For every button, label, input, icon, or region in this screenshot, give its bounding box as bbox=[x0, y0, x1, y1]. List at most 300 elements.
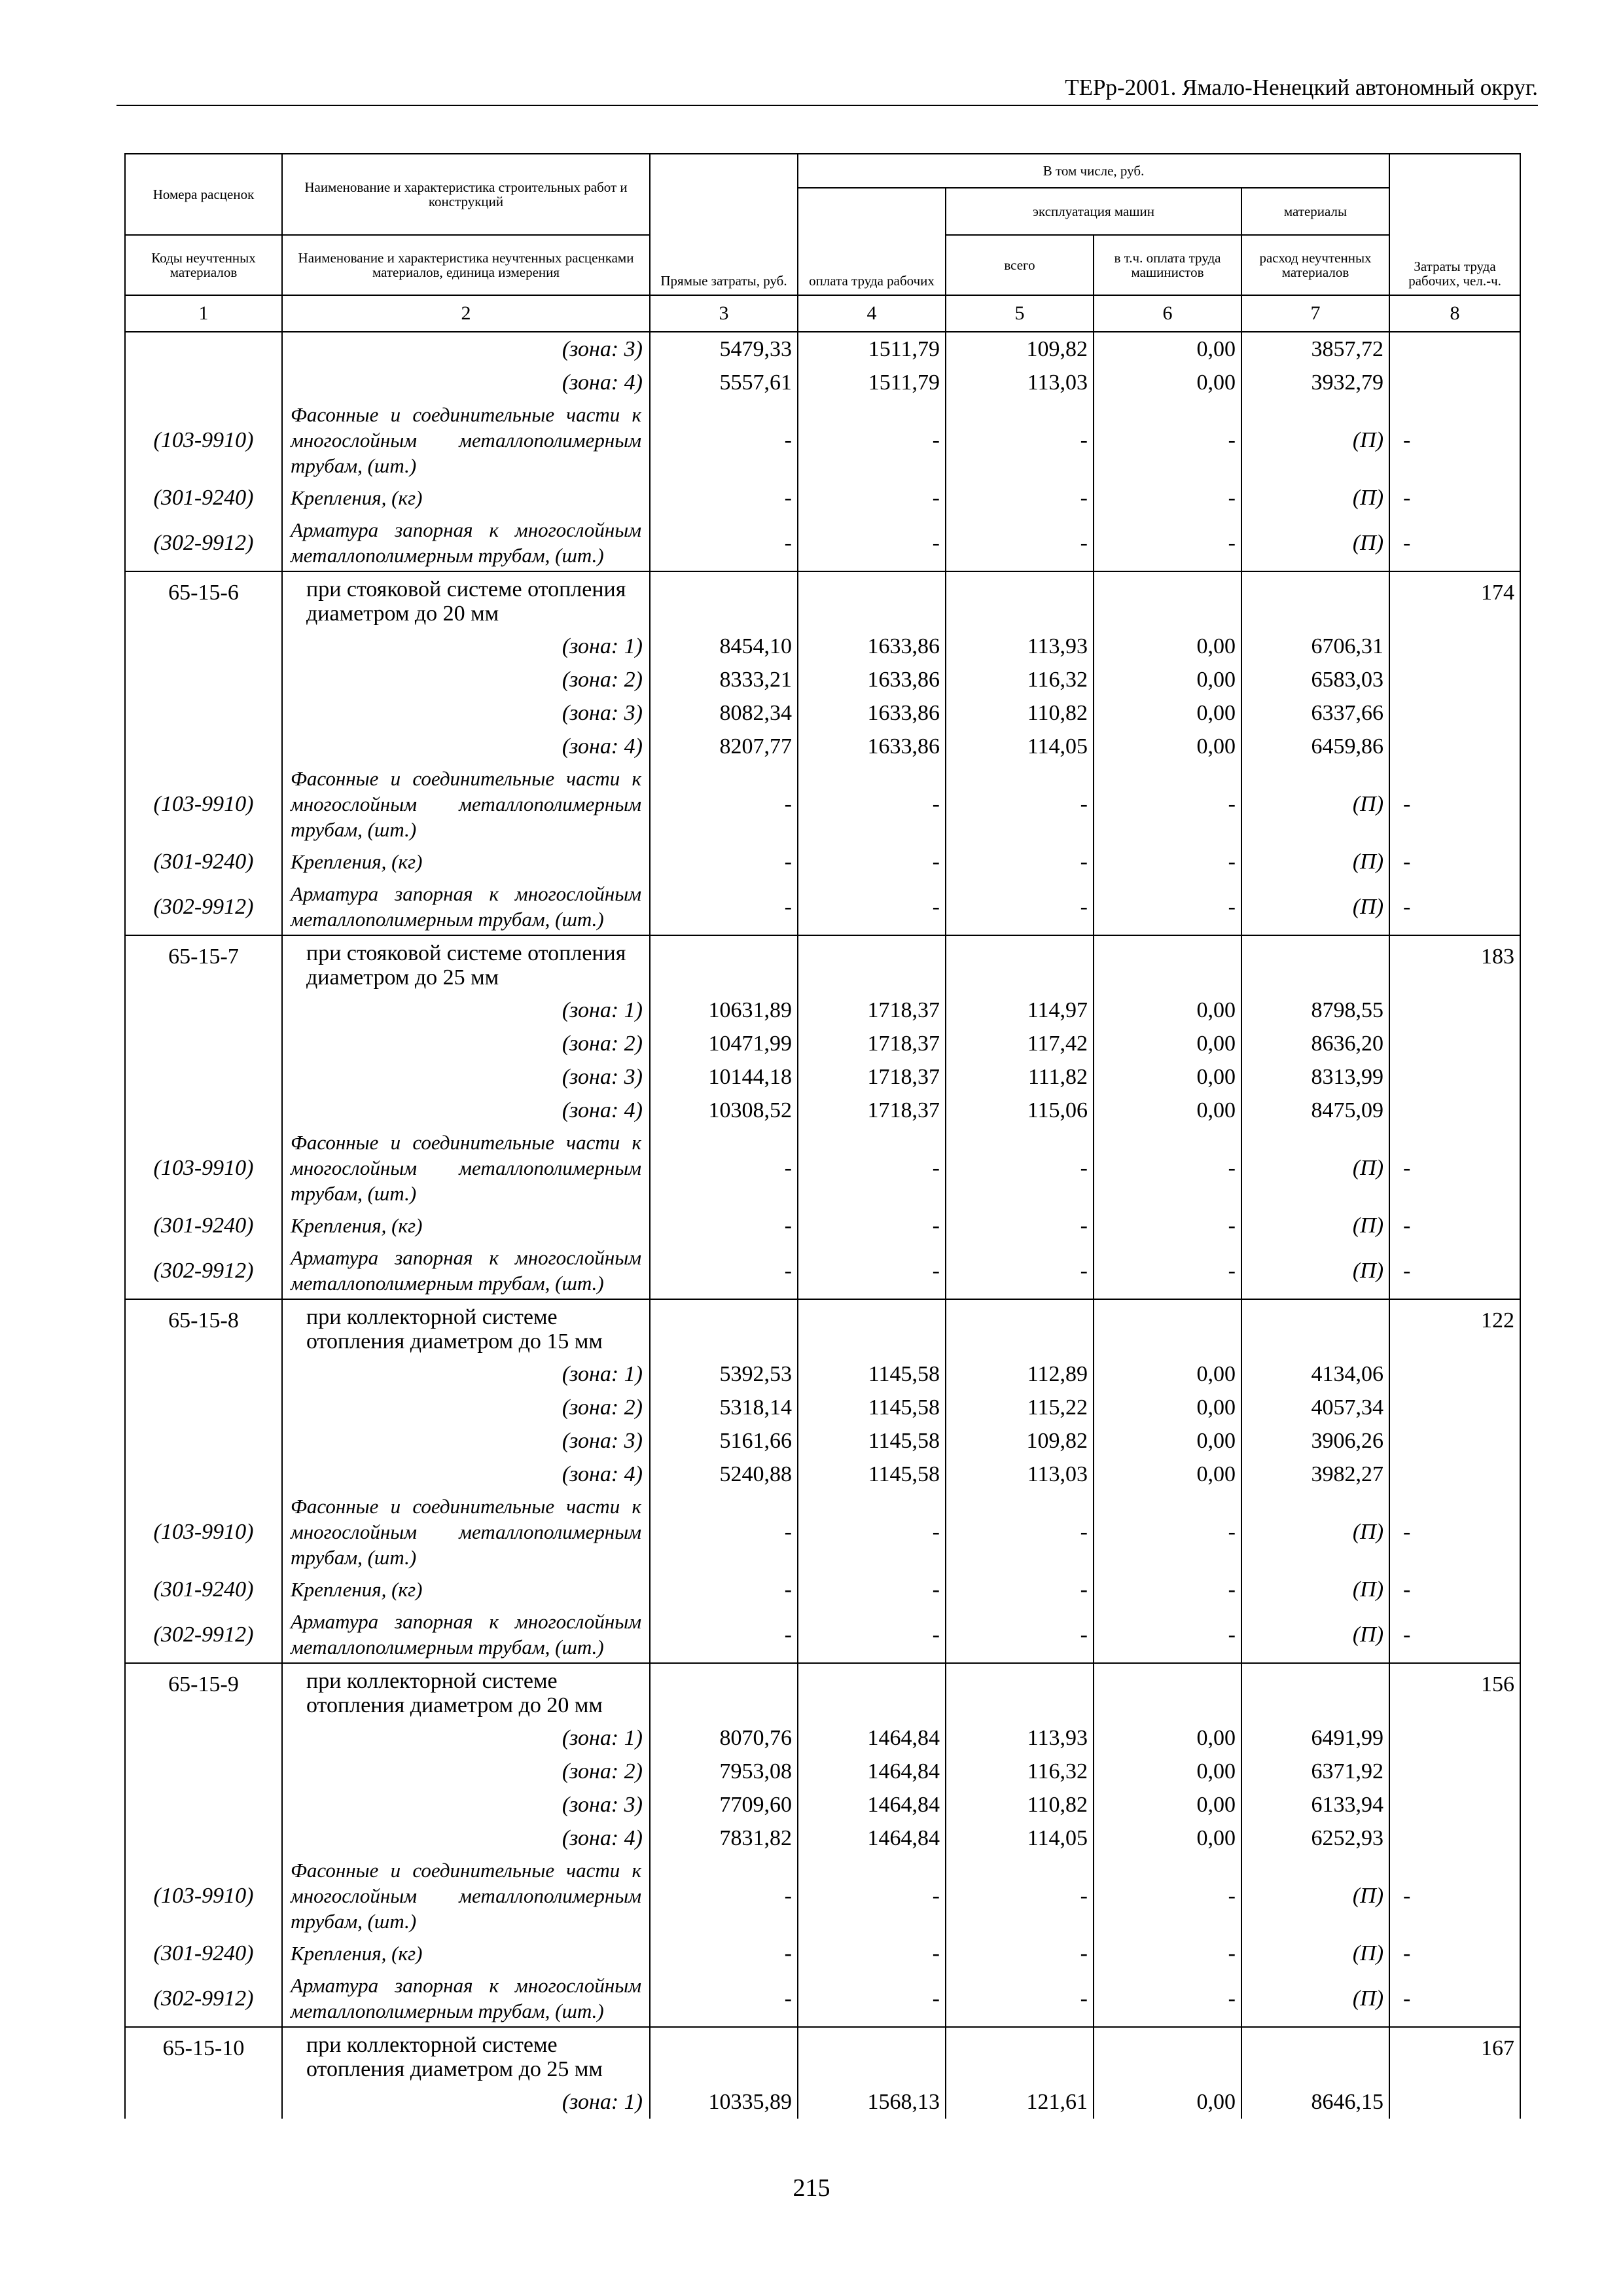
dash-mark: - bbox=[946, 399, 1094, 481]
materials-value: 8475,09 bbox=[1241, 1094, 1389, 1127]
empty-cell bbox=[1389, 332, 1520, 366]
machines-value: 116,32 bbox=[946, 663, 1094, 696]
operator-wages-value: 0,00 bbox=[1094, 2085, 1241, 2119]
labor-value: 122 bbox=[1389, 1299, 1520, 1357]
machines-value: 116,32 bbox=[946, 1755, 1094, 1788]
dash-mark: - bbox=[650, 1937, 798, 1970]
empty-cell bbox=[125, 366, 282, 399]
dash-mark: - bbox=[1389, 481, 1520, 514]
dash-mark: - bbox=[1094, 1127, 1241, 1209]
material-code: (301-9240) bbox=[125, 481, 282, 514]
rate-code: 65-15-6 bbox=[125, 571, 282, 630]
materials-value: 3857,72 bbox=[1241, 332, 1389, 366]
machines-value: 114,97 bbox=[946, 994, 1094, 1027]
direct-costs-value: 10631,89 bbox=[650, 994, 798, 1027]
materials-value: 6491,99 bbox=[1241, 1721, 1389, 1755]
material-row bbox=[125, 878, 1520, 935]
wages-value: 1633,86 bbox=[798, 730, 946, 763]
machines-value: 110,82 bbox=[946, 1788, 1094, 1821]
empty-cell bbox=[1389, 1391, 1520, 1424]
empty-cell bbox=[125, 1391, 282, 1424]
unaccounted-mark: (П) bbox=[1241, 1970, 1389, 2027]
dash-mark: - bbox=[798, 1937, 946, 1970]
zone-label: (зона: 2) bbox=[282, 1027, 650, 1060]
zone-label: (зона: 4) bbox=[282, 1094, 650, 1127]
zone-label: (зона: 2) bbox=[282, 1391, 650, 1424]
empty-cell bbox=[125, 630, 282, 663]
empty-cell bbox=[946, 1663, 1094, 1721]
rate-code: 65-15-9 bbox=[125, 1663, 282, 1721]
dash-mark: - bbox=[798, 481, 946, 514]
dash-mark: - bbox=[650, 1242, 798, 1299]
empty-cell bbox=[125, 332, 282, 366]
empty-cell bbox=[946, 935, 1094, 994]
header-including: В том числе, руб. bbox=[798, 154, 1389, 188]
direct-costs-value: 10335,89 bbox=[650, 2085, 798, 2119]
material-name: Арматура запорная к многослойным металлополимерным трубам, (шт.) bbox=[282, 878, 650, 935]
dash-mark: - bbox=[1094, 845, 1241, 878]
empty-cell bbox=[1094, 571, 1241, 630]
zone-label: (зона: 3) bbox=[282, 1788, 650, 1821]
unaccounted-mark: (П) bbox=[1241, 399, 1389, 481]
material-name: Крепления, (кг) bbox=[282, 845, 650, 878]
empty-cell bbox=[1389, 1027, 1520, 1060]
empty-cell bbox=[125, 696, 282, 730]
dash-mark: - bbox=[1389, 1209, 1520, 1242]
materials-value: 8636,20 bbox=[1241, 1027, 1389, 1060]
dash-mark: - bbox=[798, 763, 946, 845]
dash-mark: - bbox=[1389, 514, 1520, 571]
operator-wages-value: 0,00 bbox=[1094, 332, 1241, 366]
dash-mark: - bbox=[650, 1855, 798, 1937]
material-row bbox=[125, 514, 1520, 571]
dash-mark: - bbox=[798, 1573, 946, 1606]
dash-mark: - bbox=[1389, 763, 1520, 845]
empty-cell bbox=[798, 1299, 946, 1357]
empty-cell bbox=[125, 1060, 282, 1094]
empty-cell bbox=[125, 1755, 282, 1788]
operator-wages-value: 0,00 bbox=[1094, 1391, 1241, 1424]
dash-mark: - bbox=[946, 1242, 1094, 1299]
direct-costs-value: 5479,33 bbox=[650, 332, 798, 366]
dash-mark: - bbox=[946, 514, 1094, 571]
direct-costs-value: 10471,99 bbox=[650, 1027, 798, 1060]
zone-row bbox=[125, 332, 1520, 366]
direct-costs-value: 5240,88 bbox=[650, 1458, 798, 1491]
header-col-number: 8 bbox=[1389, 295, 1520, 332]
empty-cell bbox=[1389, 1094, 1520, 1127]
dash-mark: - bbox=[946, 1209, 1094, 1242]
empty-cell bbox=[125, 1721, 282, 1755]
machines-value: 113,03 bbox=[946, 366, 1094, 399]
zone-row bbox=[125, 1391, 1520, 1424]
dash-mark: - bbox=[798, 1209, 946, 1242]
page-number: 215 bbox=[793, 2174, 830, 2202]
zone-label: (зона: 3) bbox=[282, 332, 650, 366]
wages-value: 1633,86 bbox=[798, 696, 946, 730]
dash-mark: - bbox=[650, 1573, 798, 1606]
empty-cell bbox=[946, 2027, 1094, 2085]
machines-value: 115,06 bbox=[946, 1094, 1094, 1127]
dash-mark: - bbox=[650, 514, 798, 571]
machines-value: 117,42 bbox=[946, 1027, 1094, 1060]
material-row bbox=[125, 1606, 1520, 1663]
wages-value: 1718,37 bbox=[798, 1060, 946, 1094]
material-code: (301-9240) bbox=[125, 1209, 282, 1242]
header-machines: эксплуатация машин bbox=[946, 188, 1241, 235]
empty-cell bbox=[650, 1299, 798, 1357]
operator-wages-value: 0,00 bbox=[1094, 1357, 1241, 1391]
empty-cell bbox=[125, 994, 282, 1027]
unaccounted-mark: (П) bbox=[1241, 1855, 1389, 1937]
dash-mark: - bbox=[1094, 1937, 1241, 1970]
rate-row bbox=[125, 935, 1520, 994]
rate-row bbox=[125, 2027, 1520, 2085]
operator-wages-value: 0,00 bbox=[1094, 1755, 1241, 1788]
header-labor: Затраты труда рабочих, чел.-ч. bbox=[1389, 154, 1520, 295]
rate-description: при коллекторной системе отопления диаметром до 15 мм bbox=[282, 1299, 650, 1357]
materials-value: 6337,66 bbox=[1241, 696, 1389, 730]
unaccounted-mark: (П) bbox=[1241, 514, 1389, 571]
dash-mark: - bbox=[798, 399, 946, 481]
zone-label: (зона: 1) bbox=[282, 994, 650, 1027]
dash-mark: - bbox=[1094, 1573, 1241, 1606]
rate-code: 65-15-10 bbox=[125, 2027, 282, 2085]
material-row bbox=[125, 1242, 1520, 1299]
direct-costs-value: 8070,76 bbox=[650, 1721, 798, 1755]
empty-cell bbox=[1094, 1663, 1241, 1721]
zone-label: (зона: 4) bbox=[282, 730, 650, 763]
dash-mark: - bbox=[1389, 1937, 1520, 1970]
operator-wages-value: 0,00 bbox=[1094, 1094, 1241, 1127]
dash-mark: - bbox=[946, 845, 1094, 878]
materials-value: 6133,94 bbox=[1241, 1788, 1389, 1821]
empty-cell bbox=[1389, 730, 1520, 763]
unaccounted-mark: (П) bbox=[1241, 878, 1389, 935]
material-row bbox=[125, 1127, 1520, 1209]
dash-mark: - bbox=[946, 1937, 1094, 1970]
material-name: Крепления, (кг) bbox=[282, 1209, 650, 1242]
wages-value: 1511,79 bbox=[798, 366, 946, 399]
dash-mark: - bbox=[798, 1491, 946, 1573]
dash-mark: - bbox=[798, 1242, 946, 1299]
machines-value: 113,93 bbox=[946, 630, 1094, 663]
header-col-number: 6 bbox=[1094, 295, 1241, 332]
rates-table-body bbox=[125, 332, 1520, 2119]
operator-wages-value: 0,00 bbox=[1094, 1788, 1241, 1821]
dash-mark: - bbox=[650, 399, 798, 481]
direct-costs-value: 5557,61 bbox=[650, 366, 798, 399]
wages-value: 1145,58 bbox=[798, 1357, 946, 1391]
zone-label: (зона: 2) bbox=[282, 663, 650, 696]
header-rate-numbers: Номера расценок bbox=[125, 154, 282, 235]
materials-value: 8646,15 bbox=[1241, 2085, 1389, 2119]
rate-row bbox=[125, 1663, 1520, 1721]
zone-row bbox=[125, 994, 1520, 1027]
material-name: Фасонные и соединительные части к многослойным металлополимерным трубам, (шт.) bbox=[282, 1491, 650, 1573]
operator-wages-value: 0,00 bbox=[1094, 1027, 1241, 1060]
materials-value: 4134,06 bbox=[1241, 1357, 1389, 1391]
machines-value: 111,82 bbox=[946, 1060, 1094, 1094]
material-code: (301-9240) bbox=[125, 1937, 282, 1970]
wages-value: 1464,84 bbox=[798, 1821, 946, 1855]
header-col-number: 1 bbox=[125, 295, 282, 332]
dash-mark: - bbox=[1094, 399, 1241, 481]
empty-cell bbox=[1389, 1060, 1520, 1094]
dash-mark: - bbox=[798, 514, 946, 571]
materials-value: 4057,34 bbox=[1241, 1391, 1389, 1424]
material-code: (103-9910) bbox=[125, 1855, 282, 1937]
rate-description: при стояковой системе отопления диаметром до 20 мм bbox=[282, 571, 650, 630]
dash-mark: - bbox=[1094, 1209, 1241, 1242]
zone-row bbox=[125, 1424, 1520, 1458]
header-col-number: 5 bbox=[946, 295, 1094, 332]
wages-value: 1145,58 bbox=[798, 1391, 946, 1424]
operator-wages-value: 0,00 bbox=[1094, 730, 1241, 763]
empty-cell bbox=[1389, 696, 1520, 730]
dash-mark: - bbox=[1389, 1970, 1520, 2027]
material-code: (302-9912) bbox=[125, 1970, 282, 2027]
header-divider bbox=[116, 105, 1538, 106]
direct-costs-value: 5392,53 bbox=[650, 1357, 798, 1391]
dash-mark: - bbox=[650, 1491, 798, 1573]
dash-mark: - bbox=[798, 845, 946, 878]
header-machines-total: всего bbox=[946, 235, 1094, 295]
zone-row bbox=[125, 630, 1520, 663]
empty-cell bbox=[798, 571, 946, 630]
material-row bbox=[125, 1491, 1520, 1573]
machines-value: 110,82 bbox=[946, 696, 1094, 730]
zone-label: (зона: 4) bbox=[282, 1458, 650, 1491]
empty-cell bbox=[125, 1458, 282, 1491]
empty-cell bbox=[1241, 2027, 1389, 2085]
machines-value: 113,03 bbox=[946, 1458, 1094, 1491]
zone-row bbox=[125, 1788, 1520, 1821]
direct-costs-value: 7831,82 bbox=[650, 1821, 798, 1855]
materials-value: 3982,27 bbox=[1241, 1458, 1389, 1491]
materials-value: 6252,93 bbox=[1241, 1821, 1389, 1855]
operator-wages-value: 0,00 bbox=[1094, 630, 1241, 663]
material-name: Крепления, (кг) bbox=[282, 1937, 650, 1970]
material-code: (302-9912) bbox=[125, 878, 282, 935]
empty-cell bbox=[1241, 1299, 1389, 1357]
material-name: Арматура запорная к многослойным металлополимерным трубам, (шт.) bbox=[282, 1606, 650, 1663]
direct-costs-value: 10308,52 bbox=[650, 1094, 798, 1127]
wages-value: 1464,84 bbox=[798, 1788, 946, 1821]
rate-description: при коллекторной системе отопления диаметром до 20 мм bbox=[282, 1663, 650, 1721]
dash-mark: - bbox=[650, 1127, 798, 1209]
direct-costs-value: 8454,10 bbox=[650, 630, 798, 663]
dash-mark: - bbox=[1389, 1573, 1520, 1606]
dash-mark: - bbox=[798, 1127, 946, 1209]
zone-row bbox=[125, 730, 1520, 763]
zone-label: (зона: 3) bbox=[282, 1060, 650, 1094]
dash-mark: - bbox=[946, 878, 1094, 935]
zone-row bbox=[125, 1357, 1520, 1391]
empty-cell bbox=[1241, 935, 1389, 994]
dash-mark: - bbox=[1094, 1855, 1241, 1937]
materials-value: 6583,03 bbox=[1241, 663, 1389, 696]
zone-row bbox=[125, 366, 1520, 399]
empty-cell bbox=[125, 1094, 282, 1127]
direct-costs-value: 7953,08 bbox=[650, 1755, 798, 1788]
materials-value: 6459,86 bbox=[1241, 730, 1389, 763]
material-row bbox=[125, 1937, 1520, 1970]
document-running-header: ТЕРр-2001. Ямало-Ненецкий автономный округ. bbox=[1065, 75, 1538, 100]
zone-row bbox=[125, 1755, 1520, 1788]
header-col-number: 3 bbox=[650, 295, 798, 332]
empty-cell bbox=[650, 571, 798, 630]
material-row bbox=[125, 481, 1520, 514]
machines-value: 112,89 bbox=[946, 1357, 1094, 1391]
empty-cell bbox=[1389, 1788, 1520, 1821]
dash-mark: - bbox=[1389, 845, 1520, 878]
operator-wages-value: 0,00 bbox=[1094, 1821, 1241, 1855]
zone-label: (зона: 3) bbox=[282, 1424, 650, 1458]
dash-mark: - bbox=[1094, 1242, 1241, 1299]
zone-label: (зона: 4) bbox=[282, 1821, 650, 1855]
machines-value: 109,82 bbox=[946, 1424, 1094, 1458]
empty-cell bbox=[125, 663, 282, 696]
unaccounted-mark: (П) bbox=[1241, 763, 1389, 845]
empty-cell bbox=[1389, 630, 1520, 663]
zone-label: (зона: 1) bbox=[282, 1357, 650, 1391]
rate-description: при коллекторной системе отопления диаметром до 25 мм bbox=[282, 2027, 650, 2085]
dash-mark: - bbox=[946, 1573, 1094, 1606]
dash-mark: - bbox=[946, 1606, 1094, 1663]
material-row bbox=[125, 845, 1520, 878]
dash-mark: - bbox=[650, 1209, 798, 1242]
wages-value: 1633,86 bbox=[798, 630, 946, 663]
machines-value: 114,05 bbox=[946, 730, 1094, 763]
machines-value: 114,05 bbox=[946, 1821, 1094, 1855]
dash-mark: - bbox=[1094, 763, 1241, 845]
dash-mark: - bbox=[798, 878, 946, 935]
empty-cell bbox=[798, 935, 946, 994]
empty-cell bbox=[1094, 1299, 1241, 1357]
empty-cell bbox=[1241, 571, 1389, 630]
material-code: (103-9910) bbox=[125, 1491, 282, 1573]
rate-code: 65-15-8 bbox=[125, 1299, 282, 1357]
dash-mark: - bbox=[946, 1491, 1094, 1573]
zone-label: (зона: 2) bbox=[282, 1755, 650, 1788]
zone-row bbox=[125, 1721, 1520, 1755]
unaccounted-mark: (П) bbox=[1241, 1242, 1389, 1299]
empty-cell bbox=[650, 2027, 798, 2085]
unaccounted-mark: (П) bbox=[1241, 481, 1389, 514]
header-material-name: Наименование и характеристика неучтенных расценками материалов, единица измерения bbox=[282, 235, 650, 295]
dash-mark: - bbox=[798, 1970, 946, 2027]
empty-cell bbox=[125, 1788, 282, 1821]
zone-row bbox=[125, 1458, 1520, 1491]
direct-costs-value: 10144,18 bbox=[650, 1060, 798, 1094]
zone-row bbox=[125, 2085, 1520, 2119]
material-code: (103-9910) bbox=[125, 1127, 282, 1209]
dash-mark: - bbox=[946, 1127, 1094, 1209]
dash-mark: - bbox=[650, 481, 798, 514]
dash-mark: - bbox=[946, 1970, 1094, 2027]
material-code: (302-9912) bbox=[125, 514, 282, 571]
material-name: Фасонные и соединительные части к многослойным металлополимерным трубам, (шт.) bbox=[282, 763, 650, 845]
zone-row bbox=[125, 1821, 1520, 1855]
header-work-name: Наименование и характеристика строительных работ и конструкций bbox=[282, 154, 650, 235]
zone-row bbox=[125, 1060, 1520, 1094]
dash-mark: - bbox=[1389, 1606, 1520, 1663]
empty-cell bbox=[1241, 1663, 1389, 1721]
header-col-number: 4 bbox=[798, 295, 946, 332]
material-row bbox=[125, 1573, 1520, 1606]
header-direct-costs: Прямые затраты, руб. bbox=[650, 154, 798, 295]
empty-cell bbox=[125, 2085, 282, 2119]
empty-cell bbox=[1389, 366, 1520, 399]
materials-value: 8313,99 bbox=[1241, 1060, 1389, 1094]
dash-mark: - bbox=[1094, 1606, 1241, 1663]
empty-cell bbox=[1389, 663, 1520, 696]
zone-row bbox=[125, 696, 1520, 730]
empty-cell bbox=[798, 1663, 946, 1721]
material-code: (301-9240) bbox=[125, 845, 282, 878]
empty-cell bbox=[1389, 1721, 1520, 1755]
material-code: (103-9910) bbox=[125, 399, 282, 481]
material-row bbox=[125, 399, 1520, 481]
material-row bbox=[125, 1855, 1520, 1937]
materials-value: 3906,26 bbox=[1241, 1424, 1389, 1458]
dash-mark: - bbox=[798, 1606, 946, 1663]
wages-value: 1511,79 bbox=[798, 332, 946, 366]
materials-value: 3932,79 bbox=[1241, 366, 1389, 399]
zone-label: (зона: 1) bbox=[282, 1721, 650, 1755]
unaccounted-mark: (П) bbox=[1241, 1606, 1389, 1663]
wages-value: 1145,58 bbox=[798, 1424, 946, 1458]
zone-label: (зона: 3) bbox=[282, 696, 650, 730]
unaccounted-mark: (П) bbox=[1241, 1127, 1389, 1209]
rate-row bbox=[125, 571, 1520, 630]
rates-table bbox=[124, 153, 1521, 2119]
dash-mark: - bbox=[946, 763, 1094, 845]
material-code: (103-9910) bbox=[125, 763, 282, 845]
machines-value: 121,61 bbox=[946, 2085, 1094, 2119]
zone-label: (зона: 1) bbox=[282, 630, 650, 663]
materials-value: 6706,31 bbox=[1241, 630, 1389, 663]
rate-row bbox=[125, 1299, 1520, 1357]
operator-wages-value: 0,00 bbox=[1094, 1060, 1241, 1094]
dash-mark: - bbox=[650, 1606, 798, 1663]
direct-costs-value: 7709,60 bbox=[650, 1788, 798, 1821]
material-code: (302-9912) bbox=[125, 1242, 282, 1299]
empty-cell bbox=[650, 935, 798, 994]
material-name: Арматура запорная к многослойным металлополимерным трубам, (шт.) bbox=[282, 1242, 650, 1299]
direct-costs-value: 8082,34 bbox=[650, 696, 798, 730]
dash-mark: - bbox=[1389, 1127, 1520, 1209]
material-name: Фасонные и соединительные части к многослойным металлополимерным трубам, (шт.) bbox=[282, 399, 650, 481]
material-name: Крепления, (кг) bbox=[282, 481, 650, 514]
machines-value: 109,82 bbox=[946, 332, 1094, 366]
header-col-number: 7 bbox=[1241, 295, 1389, 332]
material-code: (302-9912) bbox=[125, 1606, 282, 1663]
material-row bbox=[125, 1209, 1520, 1242]
unaccounted-mark: (П) bbox=[1241, 1573, 1389, 1606]
wages-value: 1464,84 bbox=[798, 1755, 946, 1788]
labor-value: 174 bbox=[1389, 571, 1520, 630]
material-name: Фасонные и соединительные части к многослойным металлополимерным трубам, (шт.) bbox=[282, 1855, 650, 1937]
dash-mark: - bbox=[1389, 1242, 1520, 1299]
empty-cell bbox=[125, 1027, 282, 1060]
dash-mark: - bbox=[650, 878, 798, 935]
materials-value: 8798,55 bbox=[1241, 994, 1389, 1027]
empty-cell bbox=[125, 1821, 282, 1855]
empty-cell bbox=[1389, 2085, 1520, 2119]
wages-value: 1718,37 bbox=[798, 994, 946, 1027]
